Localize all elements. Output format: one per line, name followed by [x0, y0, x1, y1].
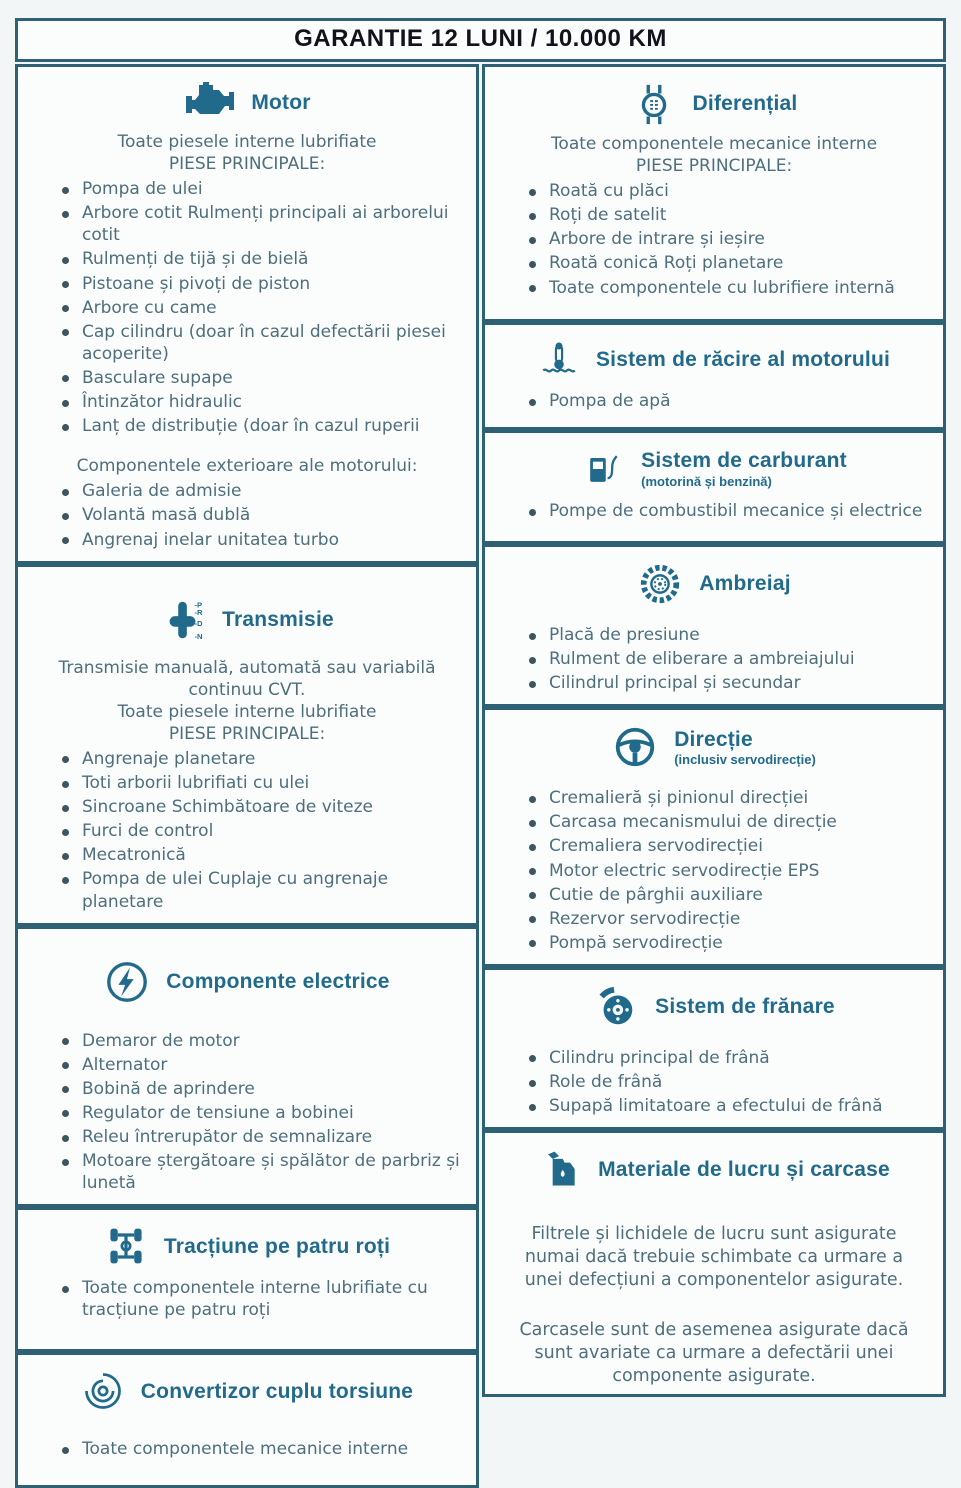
covered-parts-list: [30, 1438, 464, 1460]
section-diferential: [482, 64, 946, 322]
section-componente-electrice: [15, 926, 479, 1208]
lightning-icon: [104, 959, 150, 1005]
list-item: Releu întrerupător de semnalizare: [58, 1126, 464, 1148]
section-intro: Toate piesele interne lubrifiate: [117, 701, 377, 722]
brake-disc-icon: [593, 984, 639, 1030]
section-header: [497, 441, 931, 497]
section-convertizor-cuplu: [15, 1352, 479, 1488]
torque-converter-icon: [81, 1369, 125, 1413]
section-subheading: Componentele exterioare ale motorului:: [76, 456, 418, 477]
section-carburant: [482, 430, 946, 544]
fuel-pump-icon: [581, 447, 625, 491]
list-item: Supapă limitatoare a efectului de frână: [525, 1095, 931, 1117]
section-title: Convertizor cuplu torsiune: [140, 1379, 414, 1403]
list-item: Volantă masă dublă: [58, 504, 464, 526]
list-item: Cutie de pârghii auxiliare: [525, 884, 931, 906]
list-item: Arbore cu came: [58, 297, 464, 319]
thermometer-icon: [538, 339, 580, 381]
list-item: Motoare ștergătoare și spălător de parbriz și lunetă: [58, 1150, 464, 1194]
list-item: Cremalieră și pinionul direcției: [525, 787, 931, 809]
section-title: Componente electrice: [166, 970, 390, 994]
section-title: Transmisie: [222, 608, 334, 632]
differential-icon: [631, 81, 677, 127]
page-title: GARANTIE 12 LUNI / 10.000 KM: [294, 25, 667, 52]
section-title: Sistem de frănare: [655, 995, 835, 1019]
list-item: Motor electric servodirecție EPS: [525, 860, 931, 882]
section-intro: PIESE PRINCIPALE:: [168, 723, 326, 744]
drivetrain-icon: [104, 1224, 148, 1268]
list-item: Furci de control: [58, 820, 464, 842]
list-item: Roată conică Roți planetare: [525, 252, 931, 274]
list-item: Arbore de intrare și ieșire: [525, 228, 931, 250]
list-item: Rulmenți de tijă și de bielă: [58, 248, 464, 270]
section-header: [497, 555, 931, 613]
two-column-layout: [15, 64, 946, 1488]
list-item: Demaror de motor: [58, 1030, 464, 1052]
section-title: Sistem de răcire al motorului: [595, 348, 891, 372]
list-item: Pompa de ulei Cuplaje cu angrenaje planetare: [58, 868, 464, 912]
svg-text:-P: -P: [194, 600, 203, 610]
covered-parts-list: [497, 624, 931, 694]
covered-parts-list: [497, 1047, 931, 1117]
section-racire-motor: [482, 322, 946, 430]
section-header: [497, 75, 931, 133]
list-item: Toti arborii lubrifiati cu ulei: [58, 772, 464, 794]
section-subtitle: (motorină și benzină): [641, 473, 772, 489]
list-item: Toate componentele interne lubrifiate cu tracțiune pe patru roți: [58, 1277, 464, 1321]
section-header: [497, 1141, 931, 1197]
covered-parts-list: [30, 748, 464, 913]
section-title: Ambreiaj: [699, 572, 791, 596]
section-title: Direcție: [674, 727, 753, 751]
list-item: Pompa de ulei: [58, 178, 464, 200]
section-header: [30, 953, 464, 1011]
section-title: Motor: [251, 91, 311, 115]
section-intro: Toate componentele mecanice interne: [550, 134, 878, 154]
list-item: Basculare supape: [58, 367, 464, 389]
covered-parts-list: [30, 1277, 464, 1321]
list-item: Cap cilindru (doar în cazul defectării piesei acoperite): [58, 321, 464, 365]
section-header: [497, 718, 931, 776]
list-item: Pompa de apă: [525, 390, 931, 412]
list-item: Role de frână: [525, 1071, 931, 1093]
list-item: Placă de presiune: [525, 624, 931, 646]
clutch-disc-icon: [637, 561, 683, 607]
list-item: Rezervor servodirecție: [525, 908, 931, 930]
section-transmisie: [15, 564, 479, 926]
list-item: Pompe de combustibil mecanice și electrice: [525, 500, 931, 522]
list-item: Regulator de tensiune a bobinei: [58, 1102, 464, 1124]
list-item: Arbore cotit Rulmenți principali ai arborelui cotit: [58, 202, 464, 246]
section-ambreiaj: [482, 544, 946, 707]
covered-parts-list: [497, 787, 931, 954]
covered-parts-list: [30, 1030, 464, 1195]
section-title: Diferențial: [692, 92, 798, 116]
list-item: Toate componentele mecanice interne: [58, 1438, 464, 1460]
list-item: Alternator: [58, 1054, 464, 1076]
list-item: Galeria de admisie: [58, 480, 464, 502]
coverage-note: Carcasele sunt de asemenea asigurate dacă sunt avariate ca urmare a defectării unei componente asigurate.: [519, 1319, 909, 1386]
section-header: [30, 591, 464, 649]
section-header: [30, 1363, 464, 1419]
covered-parts-list: [497, 390, 931, 412]
list-item: Roți de satelit: [525, 204, 931, 226]
oil-can-icon: [538, 1147, 582, 1191]
section-intro: PIESE PRINCIPALE:: [635, 156, 793, 177]
list-item: Angrenaje planetare: [58, 748, 464, 770]
svg-text:-N: -N: [194, 631, 203, 641]
list-item: Pompă servodirecție: [525, 932, 931, 954]
covered-parts-list: [30, 178, 464, 437]
section-title: Sistem de carburant: [641, 449, 847, 473]
section-franare: [482, 967, 946, 1130]
right-column: [482, 64, 946, 1397]
list-item: Întinzător hidraulic: [58, 391, 464, 413]
section-intro: Toate piesele interne lubrifiate: [117, 132, 377, 152]
section-title: Tracțiune pe patru roți: [163, 1234, 391, 1258]
list-item: Rulment de eliberare a ambreiajului: [525, 648, 931, 670]
covered-parts-list: [497, 180, 931, 298]
list-item: Angrenaj inelar unitatea turbo: [58, 529, 464, 551]
section-title: Materiale de lucru și carcase: [598, 1157, 890, 1181]
covered-parts-list: [30, 480, 464, 550]
covered-parts-list: [497, 500, 931, 522]
list-item: Roată cu plăci: [525, 180, 931, 202]
coverage-note: Filtrele și lichidele de lucru sunt asigurate numai dacă trebuie schimbate ca urmare a unei defecțiuni a componentelor asigurate.: [524, 1224, 904, 1291]
section-intro: Transmisie manuală, automată sau variabilă continuu CVT.: [58, 657, 436, 700]
list-item: Pistoane și pivoți de piston: [58, 273, 464, 295]
section-motor: [15, 64, 479, 564]
list-item: Bobină de aprindere: [58, 1078, 464, 1100]
section-header: [497, 978, 931, 1036]
gear-shifter-icon: [160, 597, 206, 643]
list-item: Sincroane Schimbătoare de viteze: [58, 796, 464, 818]
section-header: [497, 333, 931, 387]
list-item: Cremaliera servodirecției: [525, 835, 931, 857]
list-item: Toate componentele cu lubrifiere internă: [525, 277, 931, 299]
section-tractiune-patru-roti: [15, 1207, 479, 1352]
list-item: Cilindrul principal și secundar: [525, 672, 931, 694]
section-subtitle: (inclusiv servodirecție): [674, 751, 816, 767]
list-item: Cilindru principal de frână: [525, 1047, 931, 1069]
section-header: [30, 75, 464, 131]
section-directie: [482, 707, 946, 967]
left-column: [15, 64, 479, 1488]
section-intro: PIESE PRINCIPALE:: [168, 154, 326, 175]
list-item: Lanț de distribuție (doar în cazul ruperii: [58, 415, 464, 437]
steering-wheel-icon: [612, 724, 658, 770]
svg-text:-D: -D: [194, 618, 203, 628]
list-item: Carcasa mecanismului de direcție: [525, 811, 931, 833]
svg-text:-R: -R: [194, 607, 203, 617]
section-header: [30, 1218, 464, 1274]
section-materiale-carcase: [482, 1130, 946, 1397]
engine-icon: [183, 81, 235, 125]
warranty-banner: [15, 18, 946, 62]
list-item: Mecatronică: [58, 844, 464, 866]
